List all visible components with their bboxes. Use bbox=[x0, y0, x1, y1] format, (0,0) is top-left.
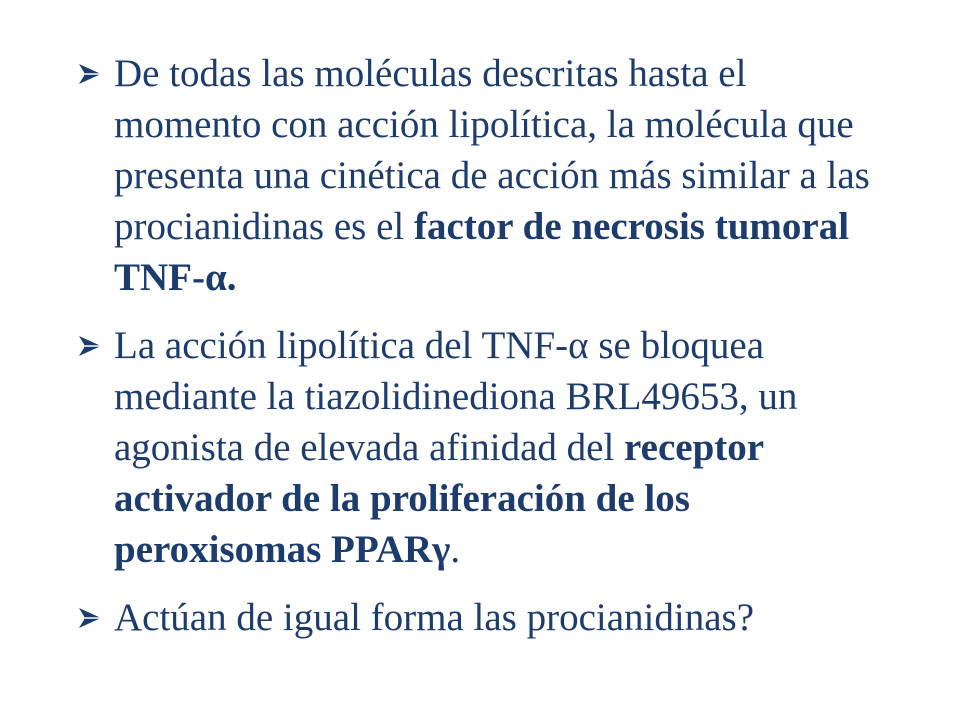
bullet-text-bold: receptor activador de la proliferación de los peroxisomas PPAR bbox=[114, 426, 764, 571]
bullet-text-end: . bbox=[226, 256, 237, 299]
bullet-item-tnf-kinetics bbox=[78, 48, 878, 303]
bullet-item-question bbox=[78, 592, 878, 643]
bullet-text bbox=[114, 324, 797, 571]
bullet-text-bold: factor de necrosis tumoral TNF- bbox=[114, 205, 850, 299]
bullet-list bbox=[78, 48, 878, 663]
bullet-text-regular: se bloquea mediante la tiazolidinediona BRL49653, un agonista de elevada afinidad del bbox=[114, 324, 798, 469]
bullet-item-tnf-blocking bbox=[78, 320, 878, 575]
bullet-text-regular: De todas las moléculas descritas hasta el momento con acción lipolítica, la molécula que presenta una cinética de acción más similar a las procianidinas es el bbox=[114, 52, 870, 248]
alpha-symbol: α bbox=[205, 256, 227, 299]
arrowhead-bullet-icon bbox=[78, 607, 102, 629]
alpha-symbol: α bbox=[568, 324, 589, 367]
gamma-symbol: γ bbox=[432, 528, 451, 571]
arrowhead-bullet-icon bbox=[78, 335, 102, 357]
bullet-text bbox=[114, 52, 870, 299]
bullet-text-regular: La acción lipolítica del TNF- bbox=[114, 324, 569, 367]
bullet-text: Actúan de igual forma las procianidinas? bbox=[114, 596, 755, 639]
arrowhead-bullet-icon bbox=[78, 63, 102, 85]
bullet-text-end: . bbox=[450, 528, 461, 571]
